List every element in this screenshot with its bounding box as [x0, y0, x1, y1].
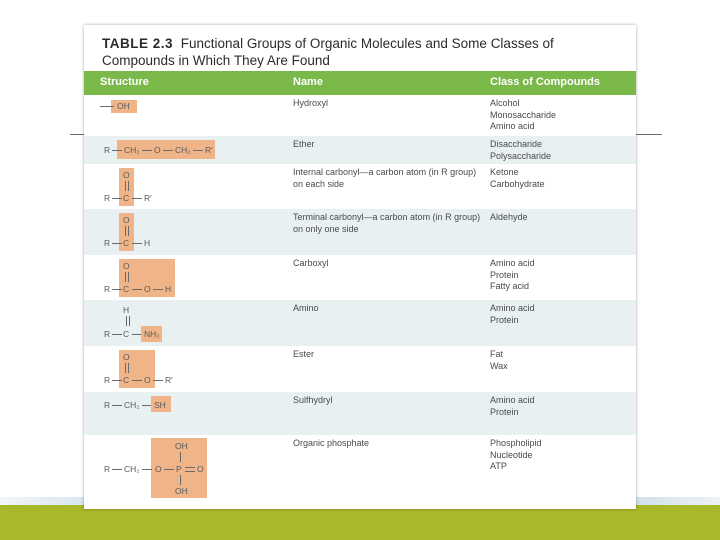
functional-group-name: Hydroxyl	[293, 98, 329, 108]
compound-classes: Ketone Carbohydrate	[490, 167, 545, 189]
structure-hydroxyl: OH	[84, 95, 284, 136]
header-class: Class of Compounds	[490, 76, 601, 88]
functional-group-name: Carboxyl	[293, 258, 329, 268]
structure-ether: R CH₂ O CH₂ R′	[84, 136, 284, 164]
functional-group-name: Internal carbonyl—a carbon atom (in R group) on each side	[293, 167, 477, 189]
functional-group-name: Amino	[293, 303, 319, 313]
table-title	[102, 35, 622, 69]
structure-sulfhydryl: R CH₂ SH	[84, 392, 284, 435]
structure-phosphate: OH R CH₂ O P O OH	[84, 435, 284, 503]
header-name: Name	[293, 76, 323, 88]
structure-carboxyl: O R C O H	[84, 255, 284, 300]
table-row	[84, 300, 636, 346]
compound-classes: Phospholipid Nucleotide ATP	[490, 438, 542, 471]
table-row	[84, 346, 636, 392]
compound-classes: Fat Wax	[490, 349, 508, 371]
compound-classes: Alcohol Monosaccharide Amino acid	[490, 98, 557, 131]
functional-group-name: Organic phosphate	[293, 438, 370, 448]
header-structure: Structure	[100, 76, 149, 88]
structure-terminal-carbonyl: O R C H	[84, 209, 284, 255]
functional-group-name: Ester	[293, 349, 315, 359]
compound-classes: Amino acid Protein	[490, 303, 535, 325]
table-caption: Functional Groups of Organic Molecules and Some Classes of Compounds in Which They Are Found	[102, 36, 554, 68]
table-row	[84, 209, 636, 255]
structure-internal-carbonyl: O R C R′	[84, 164, 284, 209]
table-card	[84, 25, 636, 509]
footer-band	[0, 505, 720, 540]
functional-group-name: Terminal carbonyl—a carbon atom (in R group) on only one side	[293, 212, 481, 234]
table-row	[84, 95, 636, 136]
compound-classes: Aldehyde	[490, 212, 528, 222]
functional-group-name: Ether	[293, 139, 315, 149]
background-rule-right	[636, 134, 662, 135]
table-header	[84, 71, 636, 95]
functional-group-name: Sulfhydryl	[293, 395, 333, 405]
structure-amino: H R C NH₂	[84, 300, 284, 346]
structure-ester: O R C O R′	[84, 346, 284, 392]
table-row	[84, 392, 636, 435]
table-label: TABLE 2.3	[102, 36, 174, 51]
compound-classes: Amino acid Protein	[490, 395, 535, 417]
table-row	[84, 255, 636, 300]
table-row	[84, 435, 636, 503]
table-row	[84, 136, 636, 164]
table-row	[84, 164, 636, 209]
compound-classes: Disaccharide Polysaccharide	[490, 139, 552, 161]
compound-classes: Amino acid Protein Fatty acid	[490, 258, 535, 291]
